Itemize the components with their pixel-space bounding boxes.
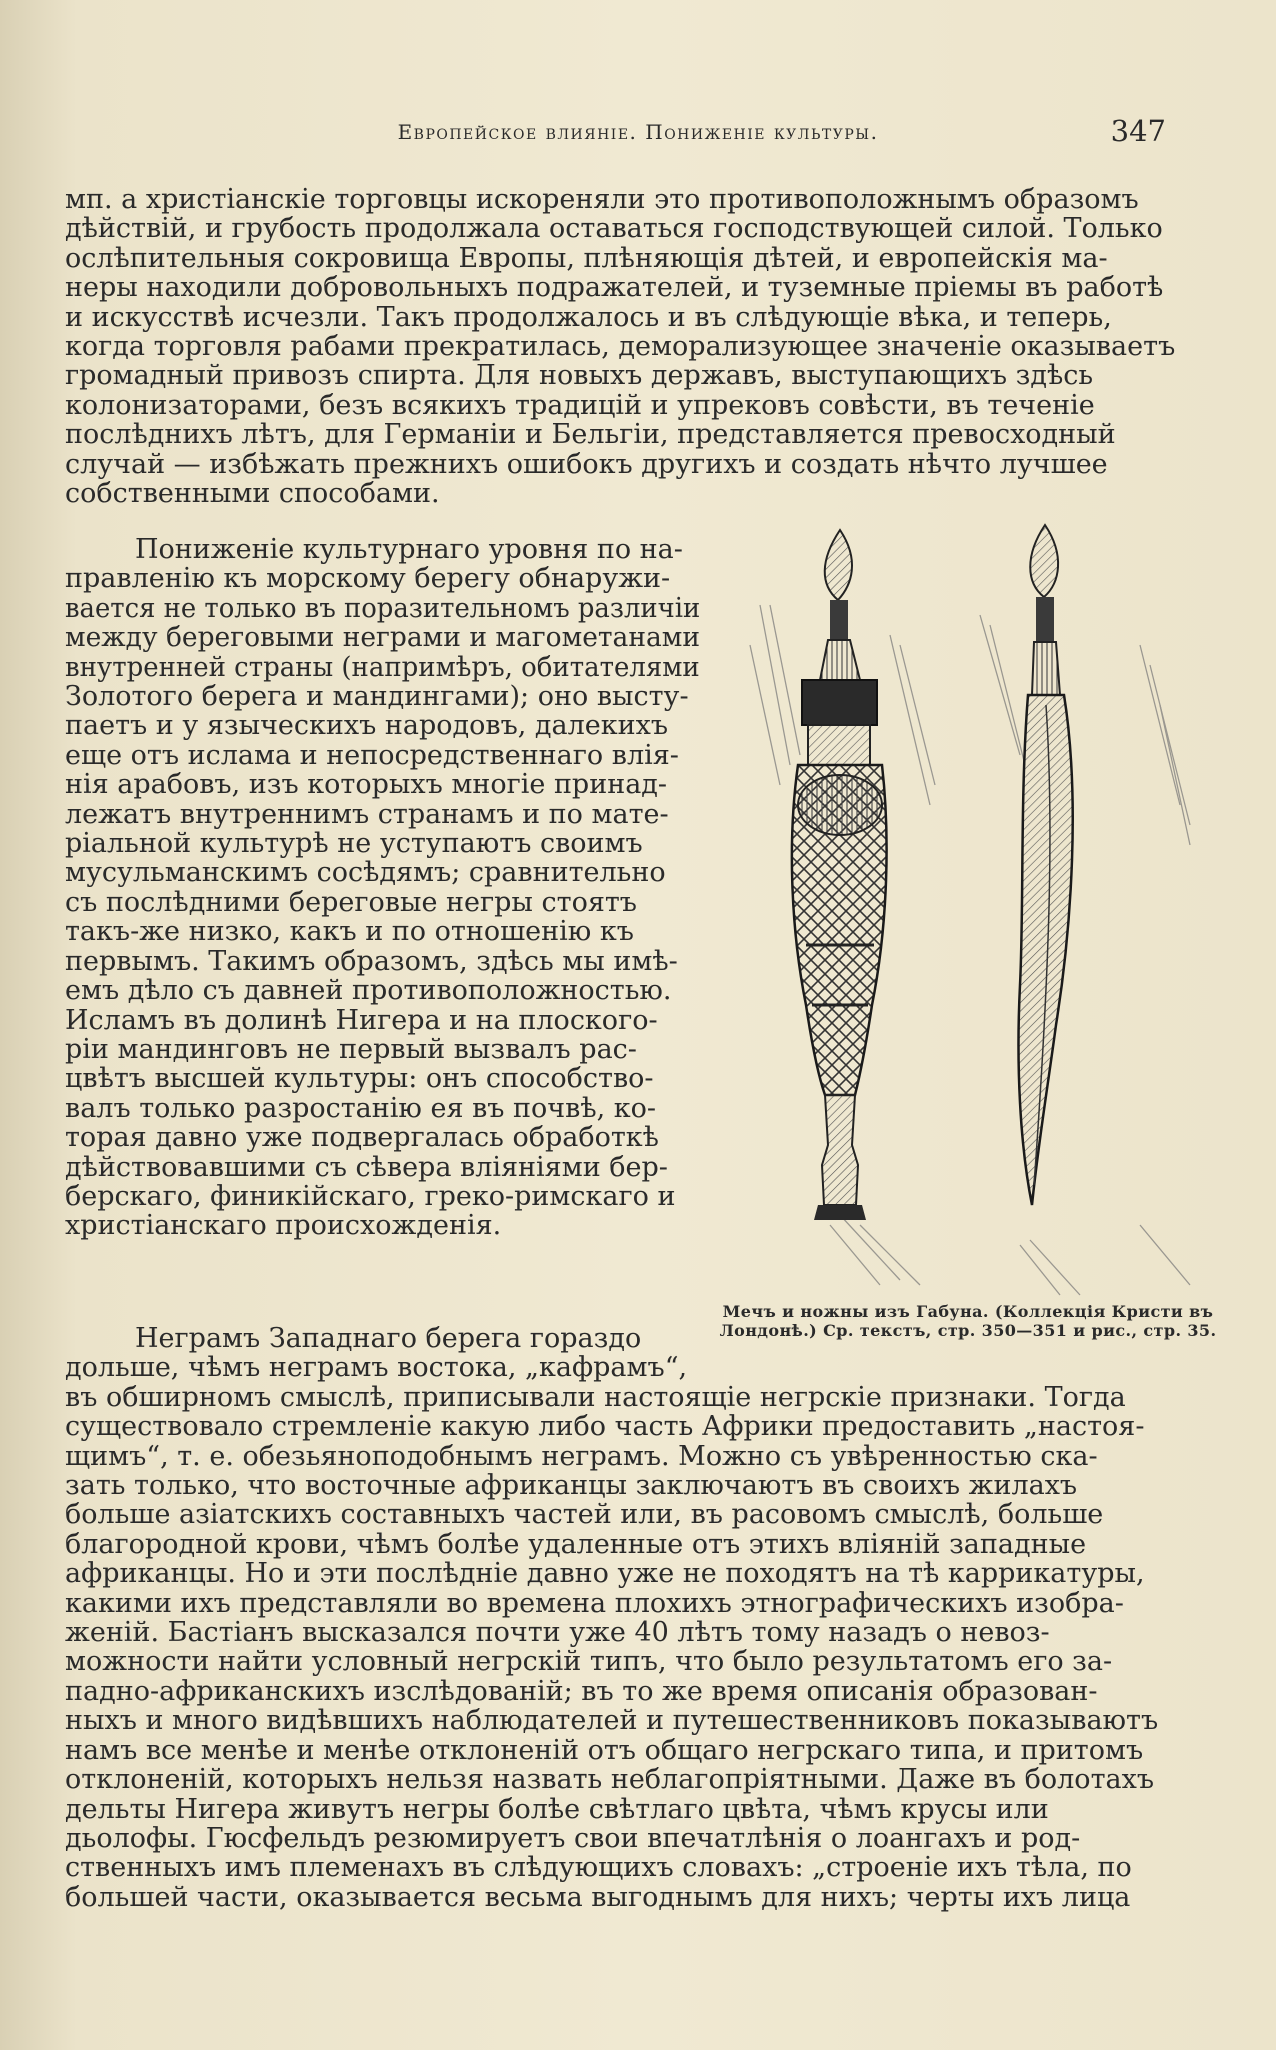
text-line: паетъ и у языческихъ народовъ, далекихъ (65, 710, 669, 742)
sword-and-scabbard-illustration (720, 505, 1220, 1305)
text-line: дѣйствій, и грубость продолжала оставаться господствующей силой. Только (65, 213, 1163, 245)
text-line: когда торговля рабами прекратилась, деморализующее значеніе оказываетъ (65, 331, 1176, 363)
text-line: внутренней страны (напримѣръ, обитателями (65, 651, 700, 683)
text-line: цвѣтъ высшей культуры: онъ способство- (65, 1063, 654, 1095)
text-line: намъ все менѣе и менѣе отклоненій отъ общаго негрскаго типа, и притомъ (65, 1734, 1144, 1766)
text-line: больше азіатскихъ составныхъ частей или, въ расовомъ смыслѣ, больше (65, 1499, 1104, 1531)
text-line: правленію къ морскому берегу обнаружи- (65, 563, 671, 595)
text-line: ріальной культурѣ не уступаютъ своимъ (65, 828, 643, 860)
text-line: еще отъ ислама и непосредственнаго влія- (65, 739, 679, 771)
text-line: благородной крови, чѣмъ болѣе удаленные отъ этихъ вліяній западные (65, 1528, 1087, 1560)
text-line: дельты Нигера живутъ негры болѣе свѣтлаго цвѣта, чѣмъ крусы или (65, 1793, 1049, 1825)
text-line: отклоненій, которыхъ нельзя назвать неблагопріятными. Даже въ болотахъ (65, 1764, 1155, 1796)
left-column-paragraph (65, 535, 700, 1241)
page-number: 347 (1110, 114, 1166, 148)
figure-caption: Мечъ и ножны изъ Габуна. (Коллекція Кристи въ Лондонѣ.) Ср. текстъ, стр. 350—351 и рис., стр. 35. (719, 1302, 1217, 1340)
text-line: дьолофы. Гюсфельдъ резюмируетъ свои впечатлѣнія о лоангахъ и род- (65, 1822, 1081, 1854)
scabbard-drawing (792, 530, 887, 1220)
text-line: лежатъ внутреннимъ странамъ и по мате- (65, 798, 669, 830)
text-line: можности найти условный негрскій типъ, что было результатомъ его за- (65, 1646, 1113, 1678)
text-line: нія арабовъ, изъ которыхъ многіе принад- (65, 769, 668, 801)
text-line: громадный привозъ спирта. Для новыхъ державъ, выступающихъ здѣсь (65, 360, 1094, 392)
text-line: съ послѣдними береговые негры стоятъ (65, 886, 637, 918)
text-line: собственными способами. (65, 478, 440, 510)
page-header (60, 114, 1216, 160)
text-line: неры находили добровольныхъ подражателей, и туземные пріемы въ работѣ (65, 272, 1164, 304)
text-line: емъ дѣло съ давней противоположностью. (65, 975, 672, 1007)
text-line: послѣднихъ лѣтъ, для Германіи и Бельгіи, представляется превосходный (65, 419, 1116, 451)
text-line: Пониженіе культурнаго уровня по на- (135, 534, 683, 565)
text-line: колонизаторами, безъ всякихъ традицій и упрековъ совѣсти, въ теченіе (65, 389, 1095, 421)
top-paragraph (65, 185, 1212, 508)
text-line: въ обширномъ смыслѣ, приписывали настоящіе негрскіе признаки. Тогда (65, 1381, 1126, 1413)
text-line: берскаго, финикійскаго, греко-римскаго и (65, 1180, 676, 1212)
text-line: мп. а христіанскіе торговцы искореняли это противоположнымъ образомъ (65, 184, 1139, 215)
text-line: мусульманскимъ сосѣдямъ; сравнительно (65, 857, 666, 889)
text-line: африканцы. Но и эти послѣдніе давно уже не походятъ на тѣ каррикатуры, (65, 1558, 1145, 1590)
text-line: ныхъ и много видѣвшихъ наблюдателей и путешественниковъ показываютъ (65, 1705, 1159, 1737)
bottom-paragraph (65, 1324, 1212, 1912)
text-line: ослѣпительныя сокровища Европы, плѣняющія дѣтей, и европейскія ма- (65, 242, 1108, 274)
text-line: торая давно уже подвергалась обработкѣ (65, 1122, 659, 1154)
text-line: Исламъ въ долинѣ Нигера и на плоского- (65, 1004, 658, 1036)
text-line: зать только, что восточные африканцы заключаютъ въ своихъ жилахъ (65, 1470, 1078, 1502)
text-line: щимъ“, т. е. обезьяноподобнымъ неграмъ. Можно съ увѣренностью ска- (65, 1440, 1098, 1472)
text-line: Неграмъ Западнаго берега гораздо (135, 1323, 642, 1354)
text-line: какими ихъ представляли во времена плохихъ этнографическихъ изобра- (65, 1587, 1124, 1619)
text-line: дольше, чѣмъ неграмъ востока, „кафрамъ“, (65, 1352, 688, 1384)
running-head: Европейское влияніе. Пониженіе культуры. (397, 120, 879, 144)
text-line: вается не только въ поразительномъ различіи (65, 592, 701, 624)
text-line: случай — избѣжать прежнихъ ошибокъ другихъ и создать нѣчто лучшее (65, 448, 1108, 480)
text-line: такъ-же низко, какъ и по отношенію къ (65, 916, 634, 948)
text-line: валъ только разростанію ея въ почвѣ, ко- (65, 1092, 657, 1124)
text-line: между береговыми неграми и магометанами (65, 622, 701, 654)
text-line: христіанскаго происхожденія. (65, 1210, 502, 1242)
text-line: Золотого берега и мандингами); оно высту- (65, 681, 689, 713)
sword-drawing (1019, 525, 1073, 1205)
text-line: существовало стремленіе какую либо часть Африки предоставить „настоя- (65, 1411, 1145, 1443)
text-line: дѣйствовавшими съ сѣвера вліяніями бер- (65, 1151, 668, 1183)
text-line: большей части, оказывается весьма выгоднымъ для нихъ; черты ихъ лица (65, 1881, 1131, 1913)
text-line: ственныхъ имъ племенахъ въ слѣдующихъ словахъ: „строеніе ихъ тѣла, по (65, 1852, 1132, 1884)
text-line: и искусствѣ исчезли. Такъ продолжалось и въ слѣдующіе вѣка, и теперь, (65, 301, 1112, 333)
engraving-svg (720, 505, 1220, 1305)
text-line: падно-африканскихъ изслѣдованій; въ то же время описанія образован- (65, 1675, 1098, 1707)
text-line: женій. Бастіанъ высказался почти уже 40 лѣтъ тому назадъ о невоз- (65, 1617, 1050, 1649)
text-line: ріи мандинговъ не первый вызвалъ рас- (65, 1033, 637, 1065)
text-line: первымъ. Такимъ образомъ, здѣсь мы имѣ- (65, 945, 678, 977)
